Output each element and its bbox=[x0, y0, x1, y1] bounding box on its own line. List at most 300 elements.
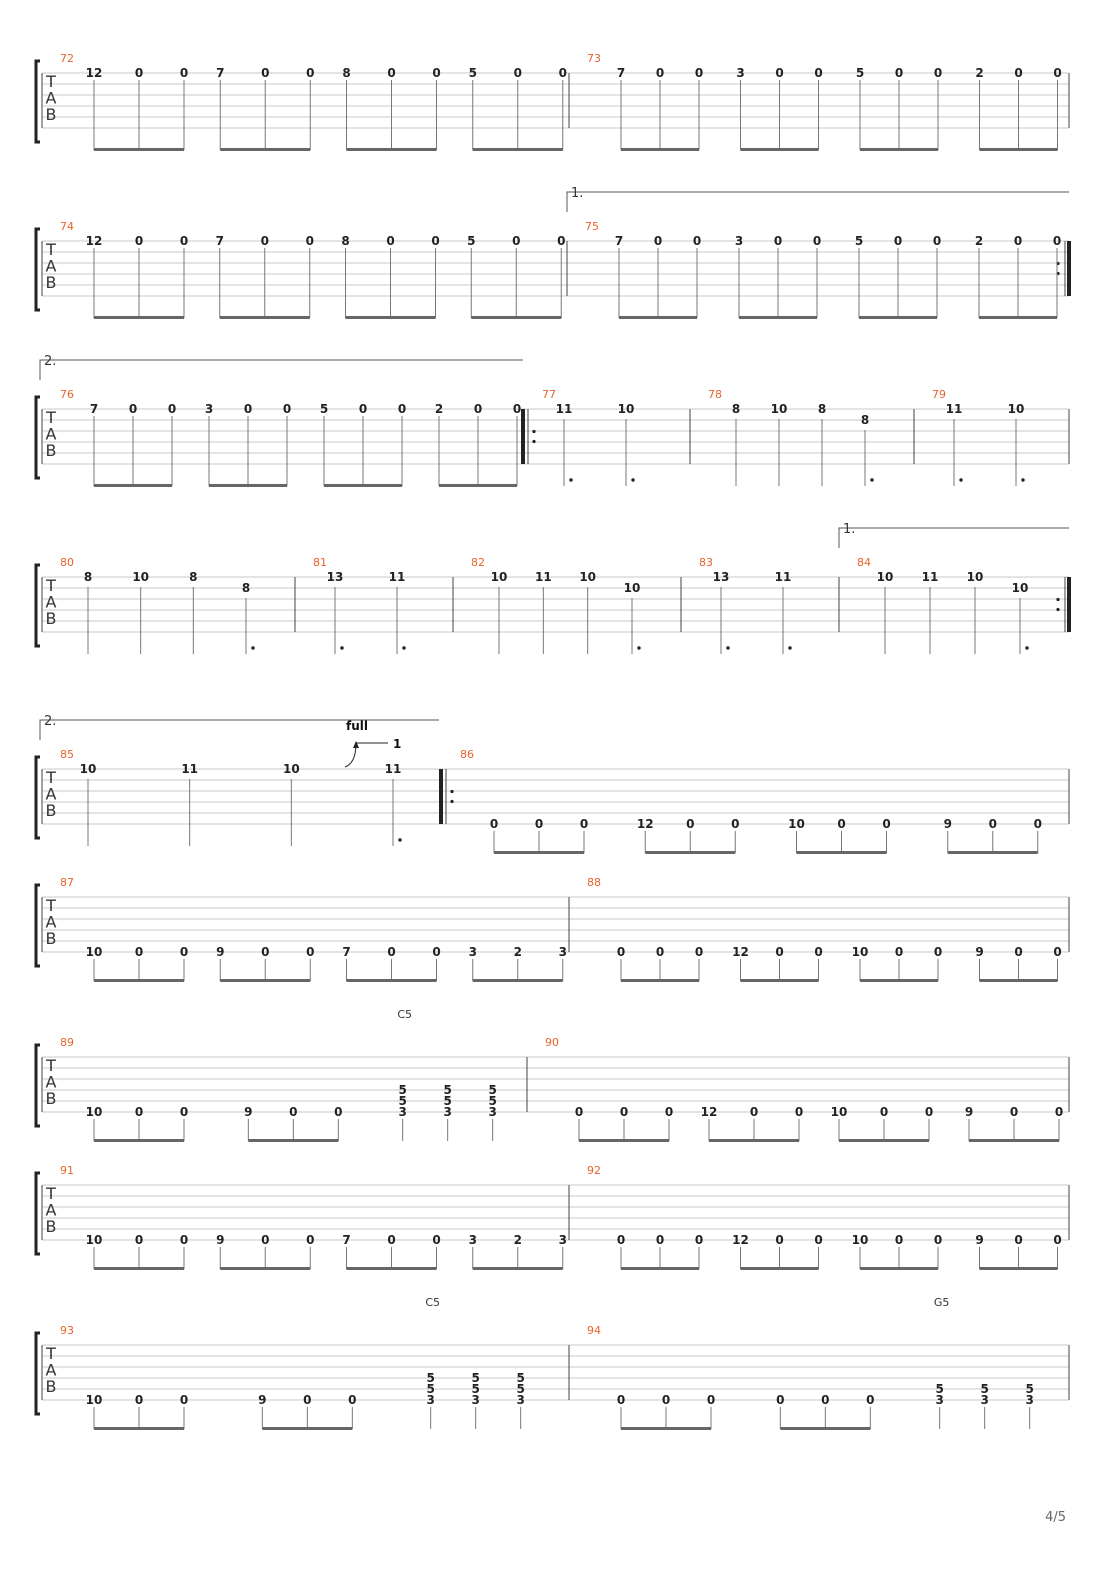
fret-number: 5 bbox=[488, 1083, 497, 1097]
fret-number: 10 bbox=[79, 762, 97, 776]
beam bbox=[741, 1267, 819, 1270]
fret-number: 0 bbox=[686, 817, 695, 831]
bend-amount-label: full bbox=[346, 719, 368, 733]
fret-number: 8 bbox=[241, 581, 251, 595]
fret-number: 5 bbox=[471, 1382, 480, 1396]
fret-number: 10 bbox=[490, 570, 508, 584]
fret-number: 12 bbox=[636, 817, 654, 831]
fret-number: 7 bbox=[614, 234, 624, 248]
measure-number: 92 bbox=[587, 1164, 601, 1177]
fret-number: 0 bbox=[866, 1393, 875, 1407]
measure-number: 85 bbox=[60, 748, 74, 761]
beam bbox=[209, 484, 287, 487]
fret-number: 11 bbox=[181, 762, 199, 776]
measure-83 bbox=[699, 556, 792, 654]
duration-dot bbox=[569, 478, 572, 481]
fret-number: 9 bbox=[244, 1105, 253, 1119]
tab-system-9 bbox=[36, 1296, 1069, 1430]
fret-number: 0 bbox=[893, 234, 903, 248]
repeat-dot bbox=[532, 440, 535, 443]
fret-number: 0 bbox=[706, 1393, 716, 1407]
tab-system-3 bbox=[36, 354, 1069, 487]
fret-number: 11 bbox=[921, 570, 939, 584]
beam bbox=[347, 148, 437, 151]
tab-system-6 bbox=[36, 876, 1069, 982]
measure-number: 72 bbox=[60, 52, 74, 65]
fret-number: 12 bbox=[732, 945, 749, 959]
beam bbox=[347, 1267, 437, 1270]
tab-clef-letter: T bbox=[46, 768, 56, 787]
fret-number: 0 bbox=[694, 66, 704, 80]
fret-number: 0 bbox=[794, 1105, 804, 1119]
fret-number: 5 bbox=[980, 1382, 989, 1396]
duration-dot bbox=[637, 646, 640, 649]
volta-label: 1. bbox=[843, 522, 856, 537]
measure-88 bbox=[587, 876, 1062, 982]
beam bbox=[94, 484, 172, 487]
volta-bracket bbox=[567, 192, 1069, 212]
fret-number: 3 bbox=[468, 945, 477, 959]
beam bbox=[471, 316, 561, 319]
measure-79 bbox=[932, 388, 1025, 486]
fret-number: 0 bbox=[664, 1105, 674, 1119]
beam bbox=[621, 1427, 711, 1430]
tab-clef-letter: A bbox=[45, 256, 57, 276]
measure-number: 94 bbox=[587, 1324, 601, 1337]
tab-clef-letter: A bbox=[45, 912, 57, 932]
fret-number: 0 bbox=[655, 66, 665, 80]
fret-number: 0 bbox=[289, 1105, 298, 1119]
fret-number: 0 bbox=[558, 66, 567, 80]
fret-number: 0 bbox=[579, 817, 589, 831]
tab-clef-letter: A bbox=[45, 88, 57, 108]
duration-dot bbox=[788, 646, 791, 649]
fret-number: 10 bbox=[830, 1105, 848, 1119]
beam bbox=[980, 1267, 1058, 1270]
beam bbox=[473, 1267, 563, 1270]
fret-number: 0 bbox=[731, 817, 740, 831]
tab-clef-letter: B bbox=[45, 1089, 57, 1108]
tab-clef-letter: B bbox=[45, 801, 57, 820]
fret-number: 0 bbox=[837, 817, 846, 831]
beam bbox=[780, 1427, 870, 1430]
fret-number: 5 bbox=[935, 1382, 944, 1396]
measure-number: 86 bbox=[460, 748, 474, 761]
fret-number: 11 bbox=[384, 762, 402, 776]
fret-number: 0 bbox=[1014, 945, 1023, 959]
system-bracket bbox=[36, 1333, 40, 1414]
fret-number: 0 bbox=[1013, 234, 1023, 248]
beam bbox=[346, 316, 436, 319]
fret-number: 0 bbox=[1053, 1233, 1062, 1247]
fret-number: 0 bbox=[179, 1105, 189, 1119]
fret-number: 3 bbox=[471, 1393, 480, 1407]
measure-number: 80 bbox=[60, 556, 74, 569]
fret-number: 0 bbox=[387, 66, 396, 80]
beam bbox=[94, 1267, 184, 1270]
fret-number: 0 bbox=[775, 1233, 784, 1247]
tab-clef-letter: B bbox=[45, 273, 57, 292]
tab-clef-letter: B bbox=[45, 609, 57, 628]
beam bbox=[347, 979, 437, 982]
fret-number: 0 bbox=[387, 945, 396, 959]
fret-number: 3 bbox=[980, 1393, 989, 1407]
fret-number: 9 bbox=[943, 817, 952, 831]
fret-number: 10 bbox=[132, 570, 150, 584]
fret-number: 0 bbox=[513, 66, 522, 80]
fret-number: 0 bbox=[616, 1393, 626, 1407]
fret-number: 0 bbox=[814, 1233, 823, 1247]
tab-clef-letter: T bbox=[46, 72, 56, 91]
repeat-dot bbox=[450, 800, 453, 803]
fret-number: 0 bbox=[1009, 1105, 1019, 1119]
beam bbox=[739, 316, 817, 319]
measure-number: 93 bbox=[60, 1324, 74, 1337]
fret-number: 3 bbox=[468, 1233, 477, 1247]
fret-number: 0 bbox=[473, 402, 483, 416]
fret-number: 12 bbox=[732, 1233, 749, 1247]
tab-system-1 bbox=[36, 52, 1069, 151]
duration-dot bbox=[402, 646, 405, 649]
repeat-barline-thick bbox=[1067, 577, 1071, 632]
measure-number: 75 bbox=[585, 220, 599, 233]
beam bbox=[262, 1427, 352, 1430]
tab-clef-letter: A bbox=[45, 1360, 57, 1380]
fret-number: 9 bbox=[975, 945, 984, 959]
beam bbox=[741, 148, 819, 151]
duration-dot bbox=[1021, 478, 1024, 481]
fret-number: 8 bbox=[341, 234, 350, 248]
fret-number: 3 bbox=[734, 234, 744, 248]
measure-number: 79 bbox=[932, 388, 946, 401]
system-bracket bbox=[36, 1045, 40, 1126]
repeat-barline-thick bbox=[521, 409, 525, 464]
fret-number: 5 bbox=[319, 402, 329, 416]
fret-number: 0 bbox=[306, 1233, 315, 1247]
measure-number: 84 bbox=[857, 556, 871, 569]
fret-number: 0 bbox=[1053, 945, 1062, 959]
beam bbox=[324, 484, 402, 487]
fret-number: 7 bbox=[216, 66, 225, 80]
fret-number: 0 bbox=[933, 1233, 943, 1247]
fret-number: 0 bbox=[387, 1233, 396, 1247]
fret-number: 0 bbox=[894, 945, 904, 959]
measure-73 bbox=[587, 52, 1062, 151]
system-bracket bbox=[36, 61, 40, 142]
fret-number: 0 bbox=[776, 1393, 785, 1407]
beam bbox=[839, 1139, 929, 1142]
beam bbox=[579, 1139, 669, 1142]
fret-number: 0 bbox=[894, 1233, 904, 1247]
fret-number: 0 bbox=[924, 1105, 934, 1119]
fret-number: 9 bbox=[975, 1233, 984, 1247]
beam bbox=[980, 148, 1058, 151]
beam bbox=[797, 851, 887, 854]
fret-number: 0 bbox=[933, 945, 943, 959]
beam bbox=[94, 1139, 184, 1142]
fret-number: 0 bbox=[432, 945, 441, 959]
tab-clef-letter: B bbox=[45, 929, 57, 948]
fret-number: 0 bbox=[261, 1233, 270, 1247]
fret-number: 0 bbox=[179, 234, 189, 248]
fret-number: 0 bbox=[616, 1233, 626, 1247]
fret-number: 0 bbox=[749, 1105, 759, 1119]
fret-number: 0 bbox=[821, 1393, 830, 1407]
measure-84 bbox=[857, 556, 1029, 654]
fret-number: 3 bbox=[204, 402, 214, 416]
fret-number: 10 bbox=[85, 945, 103, 959]
measure-number: 82 bbox=[471, 556, 485, 569]
fret-number: 0 bbox=[432, 66, 441, 80]
fret-number: 0 bbox=[1053, 66, 1062, 80]
duration-dot bbox=[398, 838, 401, 841]
fret-number: 0 bbox=[261, 66, 270, 80]
fret-number: 0 bbox=[694, 1233, 704, 1247]
beam bbox=[979, 316, 1057, 319]
fret-number: 2 bbox=[513, 945, 522, 959]
beam bbox=[94, 1427, 184, 1430]
fret-number: 0 bbox=[134, 945, 144, 959]
fret-number: 0 bbox=[386, 234, 395, 248]
volta-label: 2. bbox=[44, 354, 57, 369]
fret-number: 7 bbox=[342, 945, 351, 959]
duration-dot bbox=[726, 646, 729, 649]
tab-clef-letter: A bbox=[45, 1200, 57, 1220]
fret-number: 5 bbox=[854, 234, 864, 248]
beam bbox=[621, 1267, 699, 1270]
beam bbox=[94, 979, 184, 982]
fret-number: 3 bbox=[558, 1233, 567, 1247]
beam bbox=[621, 148, 699, 151]
measure-86 bbox=[460, 748, 1042, 854]
fret-number: 0 bbox=[692, 234, 702, 248]
fret-number: 5 bbox=[398, 1094, 407, 1108]
measure-number: 83 bbox=[699, 556, 713, 569]
measure-82 bbox=[471, 556, 641, 654]
measure-72 bbox=[60, 52, 567, 151]
duration-dot bbox=[631, 478, 634, 481]
measure-89 bbox=[60, 1036, 497, 1142]
fret-number: 5 bbox=[468, 66, 477, 80]
beam bbox=[220, 148, 310, 151]
duration-dot bbox=[340, 646, 343, 649]
duration-dot bbox=[251, 646, 254, 649]
fret-number: 13 bbox=[326, 570, 344, 584]
fret-number: 5 bbox=[516, 1371, 525, 1385]
fret-number: 12 bbox=[700, 1105, 718, 1119]
fret-number: 0 bbox=[134, 1393, 144, 1407]
beam bbox=[619, 316, 697, 319]
fret-number: 10 bbox=[623, 581, 641, 595]
fret-number: 0 bbox=[814, 945, 823, 959]
fret-number: 11 bbox=[774, 570, 792, 584]
fret-number: 0 bbox=[775, 945, 784, 959]
tab-clef-letter: B bbox=[45, 1217, 57, 1236]
duration-dot bbox=[959, 478, 962, 481]
fret-number: 0 bbox=[260, 234, 269, 248]
beam bbox=[980, 979, 1058, 982]
fret-number: 0 bbox=[655, 945, 665, 959]
tab-clef-letter: T bbox=[46, 240, 56, 259]
fret-number: 0 bbox=[1052, 234, 1062, 248]
repeat-dot bbox=[1056, 608, 1059, 611]
tab-clef-letter: T bbox=[46, 1056, 56, 1075]
fret-number: 5 bbox=[426, 1371, 435, 1385]
fret-number: 0 bbox=[773, 234, 783, 248]
fret-number: 5 bbox=[471, 1371, 480, 1385]
system-bracket bbox=[36, 229, 40, 310]
fret-number: 9 bbox=[216, 1233, 225, 1247]
system-bracket bbox=[36, 565, 40, 646]
fret-number: 10 bbox=[85, 1393, 103, 1407]
fret-number: 0 bbox=[775, 66, 784, 80]
repeat-dot bbox=[1056, 598, 1059, 601]
fret-number: 0 bbox=[619, 1105, 629, 1119]
fret-number: 10 bbox=[85, 1233, 103, 1247]
fret-number: 0 bbox=[134, 234, 144, 248]
fret-number: 0 bbox=[534, 817, 544, 831]
repeat-dot bbox=[450, 790, 453, 793]
fret-number: 3 bbox=[935, 1393, 944, 1407]
fret-number: 2 bbox=[513, 1233, 522, 1247]
measure-91 bbox=[60, 1164, 567, 1270]
fret-number: 3 bbox=[736, 66, 745, 80]
fret-number: 0 bbox=[512, 234, 521, 248]
fret-number: 0 bbox=[557, 234, 566, 248]
duration-dot bbox=[870, 478, 873, 481]
measure-81 bbox=[313, 556, 406, 654]
beam bbox=[94, 316, 184, 319]
volta-label: 2. bbox=[44, 714, 57, 729]
fret-number: 2 bbox=[974, 234, 984, 248]
fret-number: 12 bbox=[85, 234, 103, 248]
volta-label: 1. bbox=[571, 186, 584, 201]
repeat-barline-thick bbox=[439, 769, 443, 824]
tab-clef-letter: B bbox=[45, 1377, 57, 1396]
fret-number: 11 bbox=[534, 570, 552, 584]
tab-clef-letter: T bbox=[46, 1184, 56, 1203]
tab-system-4 bbox=[36, 522, 1071, 654]
beam bbox=[860, 1267, 938, 1270]
fret-number: 10 bbox=[876, 570, 894, 584]
fret-number: 0 bbox=[134, 66, 144, 80]
fret-number: 7 bbox=[215, 234, 224, 248]
fret-number: 0 bbox=[574, 1105, 584, 1119]
tab-clef-letter: T bbox=[46, 1344, 56, 1363]
measure-number: 89 bbox=[60, 1036, 74, 1049]
fret-number: 13 bbox=[712, 570, 730, 584]
tab-clef-letter: B bbox=[45, 105, 57, 124]
measure-number: 78 bbox=[708, 388, 722, 401]
fret-number: 0 bbox=[932, 234, 942, 248]
beam bbox=[94, 148, 184, 151]
fret-number: 0 bbox=[879, 1105, 889, 1119]
fret-number: 0 bbox=[128, 402, 138, 416]
fret-number: 5 bbox=[488, 1094, 497, 1108]
fret-number: 5 bbox=[426, 1382, 435, 1396]
fret-number: 9 bbox=[216, 945, 225, 959]
fret-number: 5 bbox=[855, 66, 865, 80]
fret-number: 10 bbox=[85, 1105, 103, 1119]
fret-number: 0 bbox=[348, 1393, 357, 1407]
fret-number: 7 bbox=[342, 1233, 351, 1247]
measure-number: 90 bbox=[545, 1036, 559, 1049]
measure-number: 73 bbox=[587, 52, 601, 65]
fret-number: 10 bbox=[966, 570, 984, 584]
tab-system-7 bbox=[36, 1008, 1069, 1142]
measure-number: 91 bbox=[60, 1164, 74, 1177]
fret-number: 9 bbox=[964, 1105, 974, 1119]
measure-number: 77 bbox=[542, 388, 556, 401]
fret-number: 0 bbox=[179, 1393, 189, 1407]
fret-number: 2 bbox=[434, 402, 444, 416]
fret-number: 5 bbox=[443, 1083, 452, 1097]
fret-number: 3 bbox=[1025, 1393, 1034, 1407]
fret-number: 0 bbox=[282, 402, 292, 416]
beam bbox=[621, 979, 699, 982]
fret-number: 10 bbox=[617, 402, 635, 416]
tab-system-8 bbox=[36, 1164, 1069, 1270]
fret-number: 10 bbox=[1007, 402, 1025, 416]
system-bracket bbox=[36, 397, 40, 478]
duration-dot bbox=[1025, 646, 1028, 649]
beam bbox=[248, 1139, 338, 1142]
fret-number: 0 bbox=[894, 66, 904, 80]
volta-bracket bbox=[40, 360, 523, 380]
fret-number: 10 bbox=[1011, 581, 1029, 595]
measure-87 bbox=[60, 876, 567, 982]
fret-number: 0 bbox=[882, 817, 891, 831]
fret-number: 0 bbox=[134, 1233, 144, 1247]
system-bracket bbox=[36, 885, 40, 966]
fret-number: 3 bbox=[516, 1393, 525, 1407]
fret-number: 7 bbox=[616, 66, 626, 80]
tab-clef-letter: A bbox=[45, 592, 57, 612]
beam bbox=[439, 484, 517, 487]
fret-number: 8 bbox=[83, 570, 93, 584]
chord-name: C5 bbox=[425, 1296, 441, 1309]
fret-number: 0 bbox=[1033, 817, 1042, 831]
fret-number: 5 bbox=[1025, 1382, 1034, 1396]
fret-number: 10 bbox=[282, 762, 300, 776]
measure-number: 76 bbox=[60, 388, 74, 401]
volta-bracket bbox=[839, 528, 1069, 548]
fret-number: 2 bbox=[975, 66, 984, 80]
fret-number: 8 bbox=[189, 570, 198, 584]
fret-number: 0 bbox=[814, 66, 823, 80]
tab-clef-letter: B bbox=[45, 441, 57, 460]
measure-78 bbox=[708, 388, 874, 486]
beam bbox=[494, 851, 584, 854]
fret-number: 0 bbox=[432, 1233, 441, 1247]
system-bracket bbox=[36, 1173, 40, 1254]
measure-93 bbox=[60, 1324, 525, 1430]
fret-number: 0 bbox=[306, 66, 315, 80]
beam bbox=[860, 148, 938, 151]
fret-number: 0 bbox=[933, 66, 943, 80]
beam bbox=[948, 851, 1038, 854]
fret-number: 0 bbox=[243, 402, 253, 416]
fret-number: 3 bbox=[558, 945, 567, 959]
chord-name: C5 bbox=[397, 1008, 413, 1021]
beam bbox=[473, 148, 563, 151]
fret-number: 0 bbox=[489, 817, 499, 831]
page-number: 4/5 bbox=[1045, 1510, 1066, 1525]
tab-system-5 bbox=[36, 714, 1069, 854]
fret-number: 3 bbox=[443, 1105, 452, 1119]
fret-number: 8 bbox=[342, 66, 351, 80]
fret-number: 0 bbox=[179, 945, 189, 959]
